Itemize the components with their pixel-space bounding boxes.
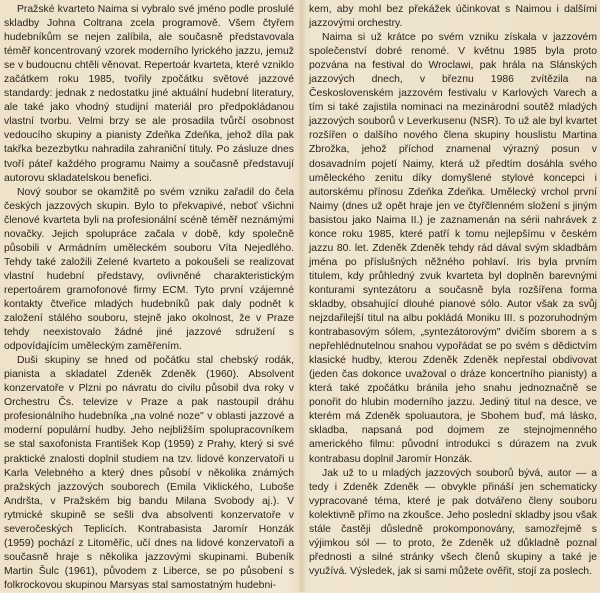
left-text-column	[4, 3, 294, 593]
right-text-column	[309, 3, 597, 579]
paragraph: Nový soubor se okamžitě po svém vzniku zařadil do čela českých jazzových skupin. Bylo to překvapivé, neboť všichni členové kvarteta byli na profesionální scéně téměř neznámými novačky. Jejich spolupráce začala v době, kdy společně působili v Armádním uměleckém souboru Víta Nejedlého. Tehdy také založili Zelené kvarteto a pokoušeli se realizovat vlastní hudební představy, ovlivněné charakteristickým repertoárem gramofonové firmy ECM. Tyto první vzájemné kontakty čtveřice mladých hudebníků pak daly podnět k založení stálého souboru, stejně jako okolnost, že v Praze tehdy neexistovalo žádné jiné jazzové sdružení s odpovídajícím uměleckým zaměřením.	[4, 186, 294, 353]
paragraph: Jak už to u mladých jazzových souborů bývá, autor — a tedy i Zdeněk Zdeněk — obvykle přináší jen schematicky vypracované téma, které je pak dotvářeno členy souboru kolektivně přímo na zkoušce. Jeho poslední skladby jsou však stále častěji důsledně prokomponovány, samozřejmě s výjimkou sól — to proto, že Zdeněk už důkladně poznal přednosti a silné stránky všech členů skupiny a také je využívá. Výsledek, jak si sami můžete ověřit, stojí za poslech.	[309, 467, 597, 577]
paragraph: Pražské kvarteto Naima si vybralo své jméno podle proslulé skladby Johna Coltrana zcela programově. Všem čtyřem hudebníkům se nejen zalíbila, ale současně představovala téměř koncentrovaný vzorek moderního lyrického jazzu, jemuž se v budoucnu chtěli věnovat. Repertoár kvarteta, které vzniklo začátkem roku 1985, tvořily zpočátku světové jazzové standardy: jednak z nedostatku jiné aktuální hudební literatury, ale také jako vhodný studijní materiál pro předpokládanou vlastní tvorbu. Velmi brzy se ale prosadila tvůrčí osobnost vedoucího skupiny a pianisty Zdeňka Zdeňka, jehož díla pak takřka bezezbytku nahradila zahraniční tituly. Po zásluze dnes tvoří páteř každého programu Naimy a současně představují autorovu skladatelskou benefici.	[4, 4, 294, 184]
page-fold	[298, 0, 306, 592]
paragraph: Duši skupiny se hned od počátku stal chebský rodák, pianista a skladatel Zdeněk Zdeněk (1960). Absolvent konzervatoře v Plzni po návratu do civilu působil dva roky v Orchestru Čs. televize v Praze a pak nastoupil dráhu profesionálního hudebníka „na volné noze" v oblasti jazzové a moderní populární hudby. Jeho nejbližším spolupracovníkem se stal saxofonista František Kop (1959) z Prahy, který si své praktické znalosti doplnil studiem na tzv. lidové konzervatoři u Karla Velebného a který dnes působí v několika známých pražských jazzových souborech (Emila Viklického, Luboše Andršta, v Pražském big bandu Milana Svobody aj.). V rytmické skupině se sešli dva absolventi konzervatoře v severočeských Teplicích. Kontrabasista Jaromír Honzák (1959) pochází z Litoměřic, učí dnes na lidové konzervatoři a současně hraje s několika jazzovými skupinami. Bubeník Martin Šulc (1961), původem z Liberce, se po působení s folkrockovou skupinou Marsyas stal samostatným hudebni-	[4, 355, 294, 591]
paragraph: kem, aby mohl bez překážek účinkovat s Naimou i dalšími jazzovými orchestry.	[309, 4, 597, 30]
paragraph: Naima si už krátce po svém vzniku získala v jazzovém společenství dobré renomé. V květnu 1985 byla proto pozvána na festival do Wroclawi, pak hrála na Slánských jazzových dnech, v březnu 1986 zvítězila na Československém jazzovém festivalu v Karlových Varech a tím si také zajistila nominaci na mezinárodní soutěž mladých jazzových souborů v Leverkusenu (NSR). To už ale byl kvartet rozšířen o dalšího nového člena skupiny houslistu Martina Zbrožka, jehož příchod znamenal výrazný posun v dosavadním pojetí Naimy, která už předtím dosáhla svého uměleckého zenitu díky domyšlené stylové koncepci i autorskému přínosu Zdeňka Zdeňka. Umělecký vrchol první Naimy (dnes už opět hraje jen ve čtyřčlenném složení s jiným basistou jako Naima II.) je zaznamenán na sérii nahrávek z konce roku 1985, které patří k tomu nejlepšímu v českém jazzu 80. let. Zdeněk Zdeněk tehdy rád dával svým skladbám jména po příslušných něžného pohlaví. Iris byla prvním titulem, kdy průhledný zvuk kvarteta byl doplněn barevnými konturami syntezátoru a současně byla rozšířena forma skladby, obsahující dlouhé pianové sólo. Autor však za svůj nejzdařilejší titul na albu pokládá Moniku III. s pozoruhodným kontrabasovým sólem, „syntezátorovým" dvičím sborem a s nepřehlédnutelnou snahou vypořádat se po svém s dědictvím klasické hudby, kterou Zdeněk Zdeněk nepřestal obdivovat (jeden čas dokonce uvažoval o dráze koncertního pianisty) a která také zpočátku bránila jeho snahu jednoznačně se ponořit do hlubin moderního jazzu. Jediný titul na desce, ve kterém má Zdeněk spoluautora, je Sbohem buď, má lásko, skladba, napsaná pod dojmem ze stejnojmenného amerického filmu: původní introdukci s dúrazem na zvuk kontrabasu doplnil Jaromír Honzák.	[309, 32, 597, 465]
